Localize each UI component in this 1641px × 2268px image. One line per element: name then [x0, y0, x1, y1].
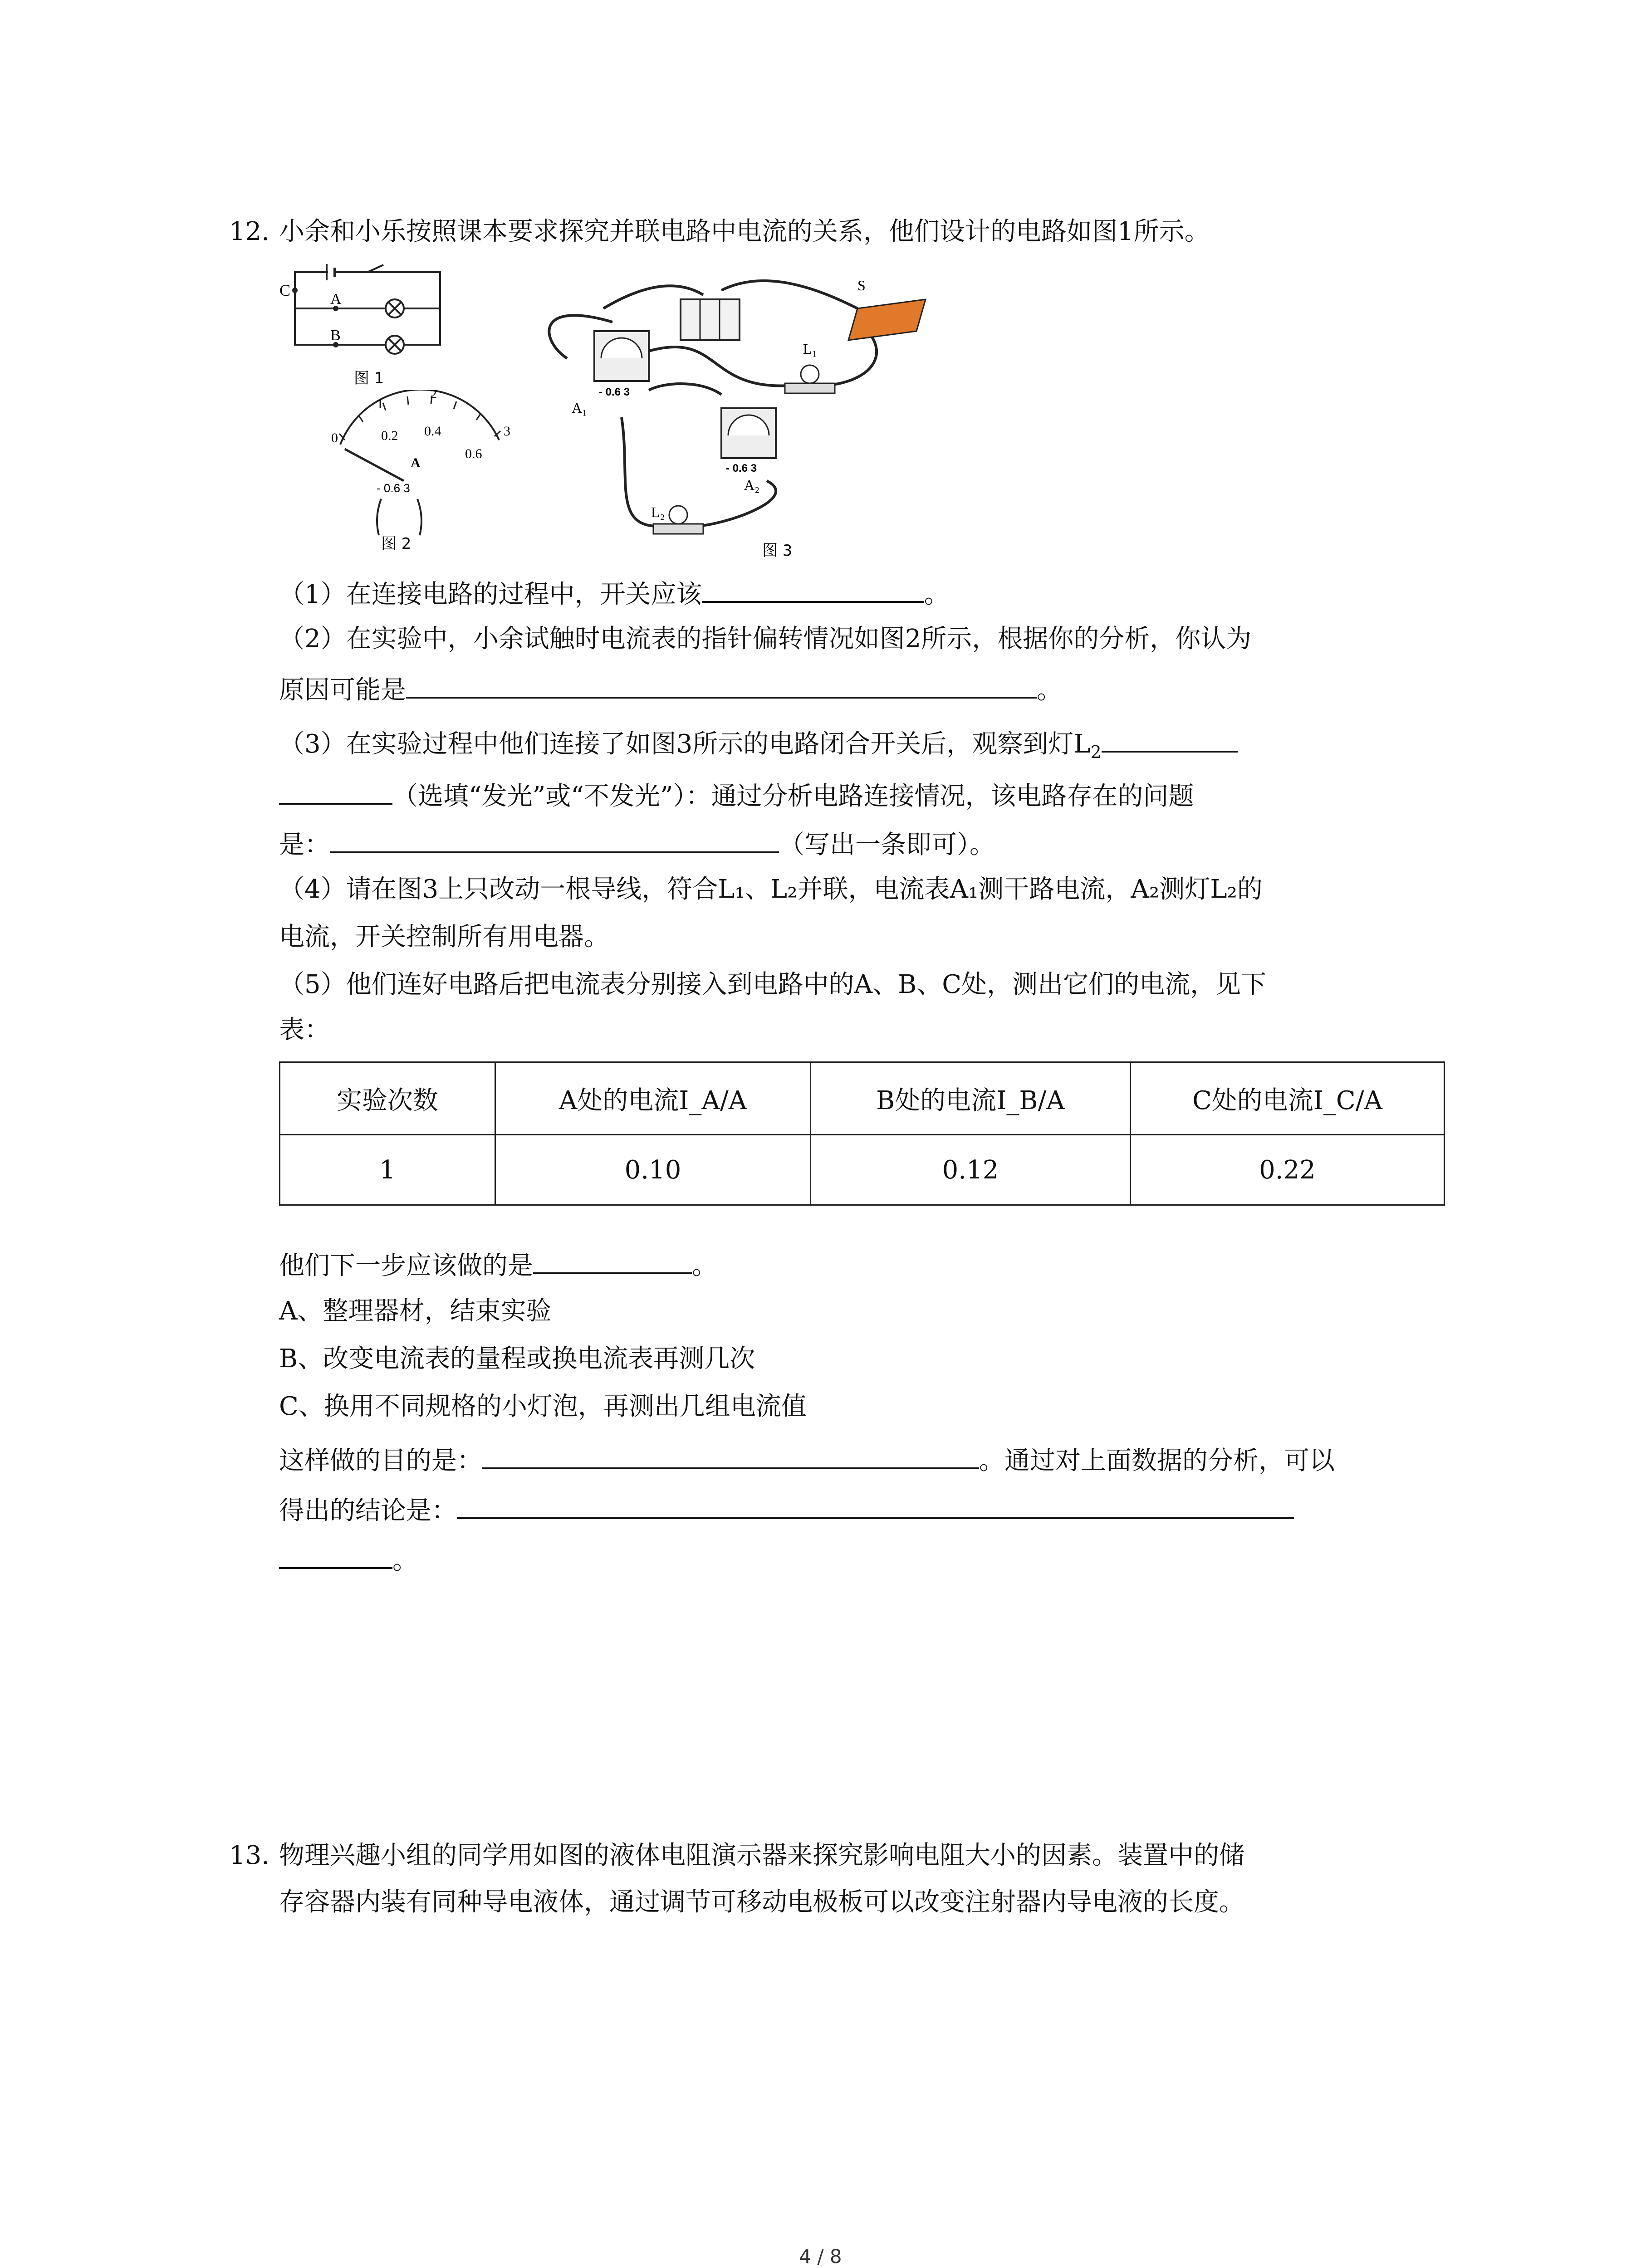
fig3-label-a2: A₂ — [744, 477, 760, 493]
q12-purpose: 这样做的目的是： 。通过对上面数据的分析，可以 — [279, 1440, 1335, 1477]
table-cell: 0.12 — [811, 1135, 1131, 1205]
fig3-a2-terminals: - 0.6 3 — [726, 462, 757, 474]
q12-part5-line1: （5）他们连好电路后把电流表分别接入到电路中的A、B、C处，测出它们的电流，见下 — [279, 970, 1267, 999]
fig2-scale-04: 0.4 — [424, 424, 441, 439]
q13-line2: 存容器内装有同种导电液体，通过调节可移动电极板可以改变注射器内导电液的长度。 — [279, 1887, 1244, 1917]
fig3-label-l1: L₁ — [803, 341, 817, 357]
q12-next-step: 他们下一步应该做的是 。 — [279, 1245, 717, 1282]
page-number: 4 / 8 — [799, 2245, 842, 2268]
figure-3-physical-circuit — [531, 272, 962, 562]
fig2-label-a: A — [411, 455, 421, 470]
table-cell: 1 — [280, 1135, 495, 1205]
current-data-table — [279, 1061, 1445, 1206]
fig2-tick-2: 2 — [430, 390, 437, 401]
fig3-label-s: S — [857, 277, 866, 293]
fig2-terminals: - 0.6 3 — [377, 481, 410, 495]
q12-option-c: C、换用不同规格的小灯泡，再测出几组电流值 — [279, 1392, 807, 1421]
q12-part2-line2: 原因可能是 。 — [279, 670, 1062, 707]
q12-option-a: A、整理器材，结束实验 — [279, 1296, 552, 1326]
fig1-caption: 图 1 — [354, 369, 384, 387]
q12-part2-line1: （2）在实验中，小余试触时电流表的指针偏转情况如图2所示，根据你的分析，你认为 — [279, 624, 1252, 654]
q13-number: 13. — [229, 1841, 270, 1870]
fig2-tick-3: 3 — [504, 424, 510, 439]
q12-part3-line2: （选填“发光”或“不发光”）：通过分析电路连接情况，该电路存在的问题 — [279, 776, 1194, 813]
fig2-tick-0: 0 — [331, 430, 338, 445]
fig2-scale-02: 0.2 — [381, 428, 398, 443]
answer-blank-1[interactable] — [702, 574, 924, 603]
fig3-caption: 图 3 — [762, 542, 793, 560]
fig2-scale-06: 0.6 — [465, 446, 482, 461]
answer-blank-3a[interactable] — [1102, 723, 1238, 753]
fig3-label-l2: L₂ — [651, 504, 665, 520]
answer-blank-5a[interactable] — [533, 1245, 692, 1274]
table-header-row — [280, 1062, 1445, 1135]
table-cell: 0.22 — [1131, 1135, 1445, 1205]
q12-number: 12. — [229, 217, 270, 246]
answer-blank-5b[interactable] — [482, 1440, 979, 1469]
figure-2-ammeter-dial — [313, 390, 531, 553]
table-header: 实验次数 — [280, 1062, 495, 1135]
q12-option-b: B、改变电流表的量程或换电流表再测几次 — [279, 1344, 755, 1374]
answer-blank-5d[interactable] — [279, 1540, 392, 1569]
q13-line1: 物理兴趣小组的同学用如图的液体电阻演示器来探究影响电阻大小的因素。装置中的储 — [279, 1841, 1244, 1870]
q12-part5-line2: 表： — [279, 1015, 330, 1045]
table-cell: 0.10 — [495, 1135, 811, 1205]
fig1-label-a: A — [330, 291, 342, 308]
fig3-label-a1: A₁ — [572, 400, 588, 416]
fig1-label-c: C — [279, 281, 291, 299]
answer-blank-5c[interactable] — [457, 1490, 1294, 1519]
fig2-caption: 图 2 — [381, 535, 411, 553]
q12-part3-line3: 是： （写出一条即可）。 — [279, 824, 995, 861]
answer-blank-3b[interactable] — [279, 776, 392, 805]
q12-part1: （1）在连接电路的过程中，开关应该 。 — [279, 574, 950, 611]
fig1-label-b: B — [330, 327, 341, 344]
q12-part4-line2: 电流，开关控制所有用电器。 — [279, 922, 609, 952]
q12-conclusion-end: 。 — [279, 1540, 418, 1577]
table-header: B处的电流I_B/A — [811, 1062, 1131, 1135]
q12-intro: 小余和小乐按照课本要求探究并联电路中电流的关系，他们设计的电路如图1所示。 — [279, 217, 1210, 246]
fig3-a1-terminals: - 0.6 3 — [599, 386, 630, 398]
table-header: C处的电流I_C/A — [1131, 1062, 1445, 1135]
answer-blank-2[interactable] — [406, 670, 1037, 699]
table-row — [280, 1135, 1445, 1205]
q12-conclusion: 得出的结论是： — [279, 1490, 1294, 1527]
table-header: A处的电流I_A/A — [495, 1062, 811, 1135]
q12-part3-line1: （3）在实验过程中他们连接了如图3所示的电路闭合开关后，观察到灯$L_2$ — [279, 723, 1238, 768]
fig2-tick-1: 1 — [377, 396, 383, 411]
figure-1-circuit — [277, 259, 467, 390]
answer-blank-3c[interactable] — [330, 824, 779, 853]
q12-part4-line1: （4）请在图3上只改动一根导线，符合L₁、L₂并联，电流表A₁测干路电流，A₂测灯L₂的 — [279, 875, 1263, 904]
